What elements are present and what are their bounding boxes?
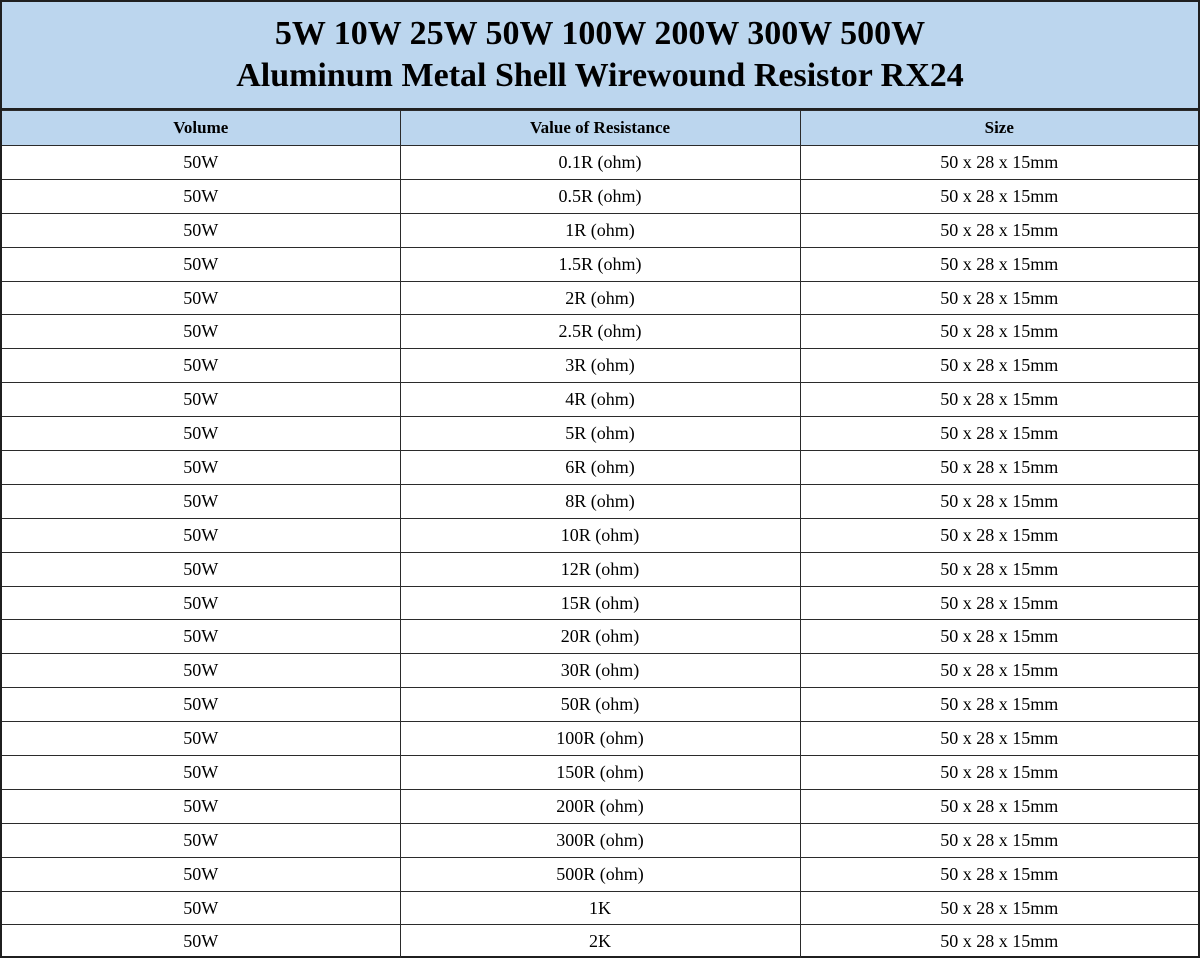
cell-volume: 50W bbox=[2, 925, 400, 958]
table-row bbox=[2, 518, 1198, 552]
cell-resistance: 6R (ohm) bbox=[400, 451, 800, 485]
cell-size: 50 x 28 x 15mm bbox=[800, 179, 1198, 213]
cell-size: 50 x 28 x 15mm bbox=[800, 722, 1198, 756]
cell-size: 50 x 28 x 15mm bbox=[800, 383, 1198, 417]
table-row bbox=[2, 349, 1198, 383]
cell-size: 50 x 28 x 15mm bbox=[800, 688, 1198, 722]
cell-size: 50 x 28 x 15mm bbox=[800, 925, 1198, 958]
cell-resistance: 1R (ohm) bbox=[400, 213, 800, 247]
cell-size: 50 x 28 x 15mm bbox=[800, 417, 1198, 451]
resistor-spec-table bbox=[2, 110, 1198, 958]
cell-size: 50 x 28 x 15mm bbox=[800, 213, 1198, 247]
column-header-resistance: Value of Resistance bbox=[400, 111, 800, 146]
table-row bbox=[2, 281, 1198, 315]
cell-size: 50 x 28 x 15mm bbox=[800, 552, 1198, 586]
title-product-name: Aluminum Metal Shell Wirewound Resistor RX24 bbox=[236, 57, 964, 94]
cell-volume: 50W bbox=[2, 349, 400, 383]
cell-resistance: 2R (ohm) bbox=[400, 281, 800, 315]
table-row bbox=[2, 823, 1198, 857]
cell-resistance: 5R (ohm) bbox=[400, 417, 800, 451]
cell-volume: 50W bbox=[2, 620, 400, 654]
table-row bbox=[2, 688, 1198, 722]
table-header-row bbox=[2, 111, 1198, 146]
cell-volume: 50W bbox=[2, 383, 400, 417]
cell-size: 50 x 28 x 15mm bbox=[800, 789, 1198, 823]
cell-size: 50 x 28 x 15mm bbox=[800, 620, 1198, 654]
cell-volume: 50W bbox=[2, 789, 400, 823]
column-header-volume: Volume bbox=[2, 111, 400, 146]
cell-volume: 50W bbox=[2, 552, 400, 586]
cell-volume: 50W bbox=[2, 484, 400, 518]
cell-size: 50 x 28 x 15mm bbox=[800, 891, 1198, 925]
cell-volume: 50W bbox=[2, 417, 400, 451]
cell-volume: 50W bbox=[2, 823, 400, 857]
table-row bbox=[2, 891, 1198, 925]
table-row bbox=[2, 213, 1198, 247]
cell-resistance: 3R (ohm) bbox=[400, 349, 800, 383]
cell-resistance: 1K bbox=[400, 891, 800, 925]
title-wattage-list: 5W 10W 25W 50W 100W 200W 300W 500W bbox=[274, 15, 926, 52]
table-row bbox=[2, 756, 1198, 790]
cell-size: 50 x 28 x 15mm bbox=[800, 857, 1198, 891]
table-row bbox=[2, 179, 1198, 213]
cell-size: 50 x 28 x 15mm bbox=[800, 451, 1198, 485]
cell-resistance: 0.5R (ohm) bbox=[400, 179, 800, 213]
cell-resistance: 200R (ohm) bbox=[400, 789, 800, 823]
table-row bbox=[2, 722, 1198, 756]
cell-resistance: 300R (ohm) bbox=[400, 823, 800, 857]
cell-volume: 50W bbox=[2, 586, 400, 620]
cell-size: 50 x 28 x 15mm bbox=[800, 756, 1198, 790]
cell-volume: 50W bbox=[2, 213, 400, 247]
cell-size: 50 x 28 x 15mm bbox=[800, 281, 1198, 315]
cell-size: 50 x 28 x 15mm bbox=[800, 823, 1198, 857]
cell-volume: 50W bbox=[2, 654, 400, 688]
cell-volume: 50W bbox=[2, 247, 400, 281]
table-row bbox=[2, 484, 1198, 518]
cell-volume: 50W bbox=[2, 756, 400, 790]
cell-size: 50 x 28 x 15mm bbox=[800, 146, 1198, 180]
cell-resistance: 8R (ohm) bbox=[400, 484, 800, 518]
cell-size: 50 x 28 x 15mm bbox=[800, 484, 1198, 518]
cell-volume: 50W bbox=[2, 315, 400, 349]
cell-volume: 50W bbox=[2, 518, 400, 552]
cell-resistance: 0.1R (ohm) bbox=[400, 146, 800, 180]
cell-resistance: 30R (ohm) bbox=[400, 654, 800, 688]
cell-resistance: 50R (ohm) bbox=[400, 688, 800, 722]
title-banner bbox=[2, 2, 1198, 110]
column-header-size: Size bbox=[800, 111, 1198, 146]
cell-size: 50 x 28 x 15mm bbox=[800, 518, 1198, 552]
cell-size: 50 x 28 x 15mm bbox=[800, 586, 1198, 620]
table-row bbox=[2, 789, 1198, 823]
cell-resistance: 4R (ohm) bbox=[400, 383, 800, 417]
cell-resistance: 15R (ohm) bbox=[400, 586, 800, 620]
cell-volume: 50W bbox=[2, 688, 400, 722]
table-row bbox=[2, 586, 1198, 620]
cell-volume: 50W bbox=[2, 857, 400, 891]
table-row bbox=[2, 654, 1198, 688]
cell-resistance: 2.5R (ohm) bbox=[400, 315, 800, 349]
cell-resistance: 100R (ohm) bbox=[400, 722, 800, 756]
cell-volume: 50W bbox=[2, 146, 400, 180]
table-row bbox=[2, 146, 1198, 180]
cell-volume: 50W bbox=[2, 451, 400, 485]
cell-size: 50 x 28 x 15mm bbox=[800, 315, 1198, 349]
table-row bbox=[2, 620, 1198, 654]
table-row bbox=[2, 417, 1198, 451]
table-row bbox=[2, 383, 1198, 417]
cell-resistance: 20R (ohm) bbox=[400, 620, 800, 654]
table-body bbox=[2, 146, 1198, 958]
cell-resistance: 12R (ohm) bbox=[400, 552, 800, 586]
cell-size: 50 x 28 x 15mm bbox=[800, 349, 1198, 383]
cell-resistance: 150R (ohm) bbox=[400, 756, 800, 790]
cell-resistance: 1.5R (ohm) bbox=[400, 247, 800, 281]
cell-resistance: 2K bbox=[400, 925, 800, 958]
table-row bbox=[2, 451, 1198, 485]
table-row bbox=[2, 857, 1198, 891]
cell-size: 50 x 28 x 15mm bbox=[800, 654, 1198, 688]
cell-volume: 50W bbox=[2, 179, 400, 213]
table-row bbox=[2, 247, 1198, 281]
cell-size: 50 x 28 x 15mm bbox=[800, 247, 1198, 281]
cell-volume: 50W bbox=[2, 722, 400, 756]
table-row bbox=[2, 315, 1198, 349]
table-row bbox=[2, 552, 1198, 586]
cell-resistance: 10R (ohm) bbox=[400, 518, 800, 552]
cell-volume: 50W bbox=[2, 281, 400, 315]
cell-resistance: 500R (ohm) bbox=[400, 857, 800, 891]
cell-volume: 50W bbox=[2, 891, 400, 925]
table-row bbox=[2, 925, 1198, 958]
